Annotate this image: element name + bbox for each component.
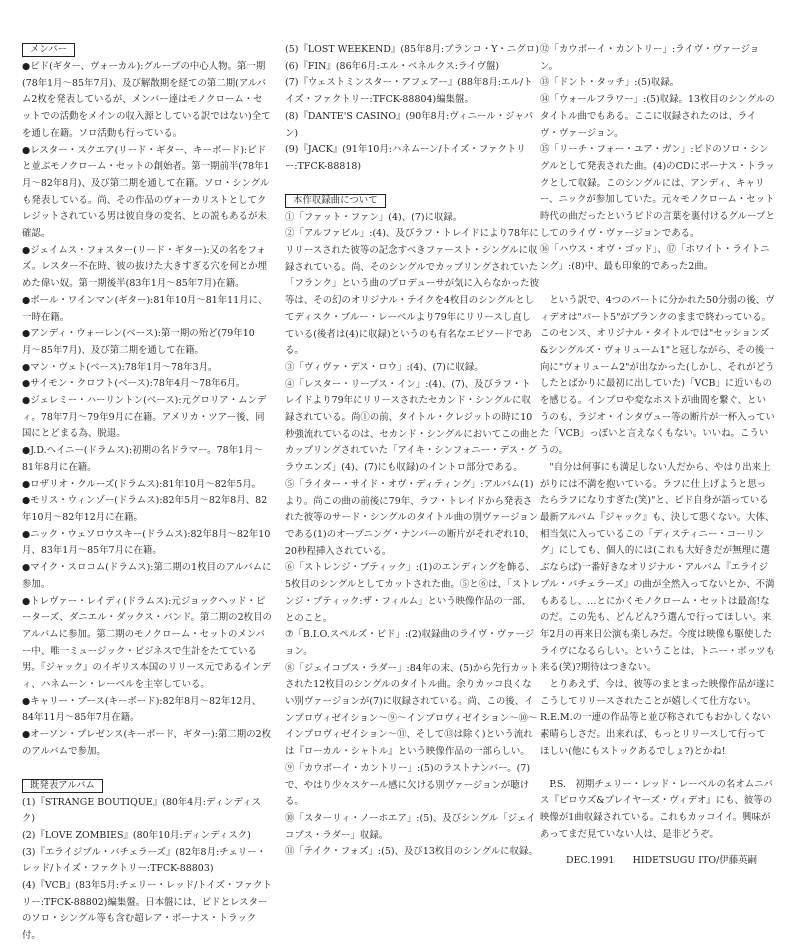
list-item: ⑯「ハウス・オヴ・ゴッド」、⑰「ホワイト・ライトニング」:(8)中、最も印象的であった2曲。 [540, 244, 770, 273]
list-item: ●トレヴァー・レイディ(ドラムス):元ジョックヘッド・ピーターズ、ダニエル・ダックス・バンド。第二期の2枚目のアルバムに参加。第二期のモノクローム・セットのメンバー中、唯一ミュージック・ビジネスで生計をたてている男。『ジャック』のイギリス本国のリリース元であるインディ、ハネムーン・レーベルを主宰している。 [22, 595, 272, 691]
members-list [22, 59, 272, 761]
list-item: ●キャリー・ブース(キーボード):82年8月〜82年12月、84年11月〜85年7月在籍。 [22, 695, 262, 724]
albums-list-continued [285, 42, 540, 176]
tracks-list-continued [540, 42, 775, 276]
column-3 [540, 42, 775, 870]
essay-paragraph: P.S. 初期チェリー・レッド・レーベルの名オムニバス『ピロウズ&プレイヤーズ・ヴィデオ』にも、彼等の映像が1曲収録されている。これもカッコイイ。興味があってまだ見ていない人は、是非どうぞ。 [540, 778, 774, 840]
list-item: ●ロザリオ・クルーズ(ドラムス):81年10月〜82年5月。 [22, 478, 262, 490]
tracks-section [285, 193, 540, 861]
list-item: ⑭「ウォールフラワー」:(5)収録。13枚目のシングルのタイトル曲でもある。ここに収録されたのは、ライヴ・ヴァージョン。 [540, 94, 775, 139]
tracks-heading: 本作収録曲について [285, 194, 386, 208]
list-item: ●ニック・ウェソロウスキー(ドラムス):82年8月〜82年10月、83年1月〜85年7月に在籍。 [22, 528, 271, 557]
albums-heading: 既発表アルバム [22, 779, 103, 793]
signature [540, 853, 775, 870]
essay-paragraph: とりあえず、今は、彼等のまとまった映像作品が遂にこうしてリリースされたことが嬉しくて仕方ない。R.E.M.の一連の作品等と並び称されてもおかしくない素晴らしさだ。出来れば、もっとリリースして行ってほしい(他にもストックあるでしょ?)とかね! [540, 679, 775, 757]
list-item: ●マン・ヴェト(ベース):78年1月〜78年3月。 [22, 361, 218, 373]
list-item: (8)『DANTE'S CASINO』(90年8月:ヴィニール・ジャパン) [285, 110, 534, 139]
list-item: ⑬「ドント・タッチ」:(5)収録。 [540, 77, 680, 89]
essay [540, 293, 775, 844]
list-item: ②「アルファビル」:(4)、及びラフ・トレイドにより78年にリリースされた彼等の記念すべきファースト・シングルに収録されている。尚、そのシングルでカップリングされていた「フランク」という曲のプロデューサが気に入らなかった彼等は、その幻のオリジナル・テイクを4枚目のシングルとしてディスク・ブルー・レーベルより79年にリリースし直している(後者は(4)に収録)というのも有名なエピソードである。 [285, 228, 540, 357]
list-item: ⑨「カウボーイ・カントリー」:(5)のラストナンバー。(7)で、やはり少々スケール感に欠ける別ヴァージョンが聴ける。 [285, 762, 531, 808]
list-item: ●レスター・スクエア(リード・ギター、キーボード):ビドと並ぶモノクローム・セットの創始者。第一期前半(78年1月〜82年8月)、及び第二期を通して在籍。ソロ・シングルも発表している。尚、その作品のヴォーカリストとしてクレジットされている男は彼自身の変名、との説もあるが未確認。 [22, 144, 270, 240]
list-item: ①「ファット・ファン」(4)、(7)に収録。 [285, 211, 463, 223]
list-item: (7)『ウェストミンスター・アフェアー』(88年8月:エル/トイズ・ファクトリー:TFCK-88804)編集盤。 [285, 77, 533, 106]
essay-paragraph: という訳で、4つのパートに分かれた50分弱の後、ヴィデオは"パート5"がブランクのままで終わっている。このセンス、オリジナル・タイトルでは"セッションズ&シングルズ・ヴォリューム1"と冠しながら、その後一向に"ヴォリューム2"が出なかった(しかし、それがどうしたとばかりに最初に出していた)「VCB」に近いものを感じる。インプロや変なホストが曲間を繋ぐ、というのも、ラジオ・インタヴュー等の断片が一杯入っていた「VCB」っぽいと言えなくもない。いいね。こういうの。 [540, 294, 775, 457]
list-item: ●ジェレミー・ハーリントン(ベース):元グロリア・ムンディ。78年7月〜79年9月に在籍。アメリカ・ツアー後、同国にとどまる為、脱退。 [22, 395, 267, 440]
essay-paragraph: "自分は何事にも満足しない人だから、やはり出来上がりには不満を抱いている。ラフに仕上げようと思ったらラフになりすぎた(笑)"と、ビド自身が語っている最新アルバム『ジャック』も、決して悪くない。大体、相当気に入っているこの「ディスティニー・コーリング」にしても、個人的には(これも大好きだが無理に選ぶならば)一番好きなオリジナル・アルバム『エライジブル・バチェラーズ』の曲が全然入ってないとか、不満もあるし、…とにかくモノクローム・セットは最高!なのだ。この先も、どんどん?う選んで行ってほしい。来年2月の再来日公演も楽しみだ。今度は映像も駆使したライヴになるらしい。ということは、トニー・ボッツも来る(笑)?期待はつきない。 [540, 461, 775, 674]
date: DEC.1991 [566, 855, 615, 867]
list-item: ●サイモン・クロフト(ベース):78年4月〜78年6月。 [22, 378, 246, 390]
list-item: (5)『LOST WEEKEND』(85年8月:ブランコ・Y・ニグロ) [285, 44, 539, 55]
list-item: (9)『JACK』(91年10月:ハネムーン/トイズ・ファクトリー:TFCK-88818) [285, 144, 526, 172]
list-item: ●アンディ・ウォーレン(ベース):第一期の殆ど(79年10月〜85年7月)、及び第二期を通して在籍。 [22, 328, 255, 356]
list-item: ●マイク・スロコム(ドラムス):第二期の1枚目のアルバムに参加。 [22, 562, 272, 590]
list-item: ⑮「リーチ・フォー・ユア・ガン」:ビドのソロ・シングルとして発表された曲。(4)のCDにボーナス・トラックとして収録。このシングルには、アンディ、キャリー、ニックが参加していた。元々モノクローム・セット時代の曲だったというビドの言葉を裏付けるグループとしてのライヴ・ヴァージョンである。 [540, 144, 775, 239]
albums-section [22, 778, 272, 945]
list-item: ⑥「ストレンジ・ブティック」:(1)のエンディングを飾る、5枚目のシングルとしてカットされた曲。⑤と⑥は、「ストレンジ・ブティック:ザ・フィルム」という映像作品の一部、とのこと。 [285, 562, 540, 624]
members-heading: メンバー [22, 43, 75, 57]
tracks-list [285, 210, 540, 861]
list-item: ⑧「ジェイコブス・ラダー」:84年の末、(5)から先行カットされた12枚目のシングルのタイトル曲。余りカッコ良くない別ヴァージョンが(7)に収録されている。尚、この後、インプロヴィゼイション〜⑨〜インプロヴィゼイション〜⑩〜インプロヴィゼイション〜⑪、そして⑬は除く)という流れは『ローカル・シャトル』という映像作品の一部らしい。 [285, 662, 539, 758]
list-item: ③「ヴィヴァ・デス・ロウ」:(4)、(7)に収録。 [285, 361, 484, 373]
list-item: ④「レスター・リープス・イン」:(4)、(7)、及びラフ・トレイドより79年にリリースされたセカンド・シングルに収録されている。尚①の前、タイトル・クレジットの時に10秒強流れているのは、セカンド・シングルにおいてこの曲とカップリングされていた「アイキ・シンフォニー・デス・グラウエンズ」(4)、(7)にも収録)のイントロ部分である。 [285, 378, 539, 474]
list-item: ●モリス・ウィンゾー(ドラムス):82年5月〜82年8月、82年10月〜82年12月に在籍。 [22, 495, 268, 523]
list-item: ●ジェイムス・フォスター(リード・ギター):又の名をフォズ。レスター不在時、彼の抜けた大きすぎる穴を何とか埋めた偉い奴。第一期後半(83年1月〜85年7月)在籍。 [22, 244, 268, 290]
list-item: ⑩「スターリィ・ノーホエア」:(5)、及びシングル「ジェイコブス・ラダー」収録。 [285, 812, 536, 841]
list-item: ●ピド(ギター、ヴォーカル):グループの中心人物。第一期(78年1月〜85年7月)、及び解散期を経ての第二期(アルバム2枚を発表しているが、メンバー達はモノクローム・セットでの活動をメインの収入源としている訳ではない)全てを通し在籍。ソロ活動も行っている。 [22, 61, 271, 139]
list-item: ●J.D.ヘイニー(ドラムス):初期の名ドラマー。78年1月〜81年8月に在籍。 [22, 445, 263, 473]
column-1 [22, 42, 272, 945]
list-item: (6)『FIN』(86年6月:エル・ベネルクス:ライヴ盤) [285, 60, 500, 72]
list-item: (1)『STRANGE BOUTIQUE』(80年4月:ディンディスク) [22, 796, 261, 825]
list-item: ⑦「B.I.O.スペルズ・ビド」:(2)収録曲のライヴ・ヴァージョン。 [285, 629, 535, 657]
list-item: (2)『LOVE ZOMBIES』(80年10月:ディンディスク) [22, 829, 251, 841]
list-item: ⑪「テイク・フォズ」:(5)、及び13枚目のシングルに収録。 [285, 846, 538, 858]
albums-list [22, 795, 272, 945]
column-2 [285, 42, 540, 861]
list-item: ●ボール・ワインマン(ギター):81年10月〜81年11月に、一時在籍。 [22, 294, 268, 323]
list-item: (3)『エライジブル・バチェラーズ』(82年8月:チェリー・レッド/トイズ・ファクトリー:TFCK-88803) [22, 846, 267, 875]
author: HIDETSUGU ITO/伊藤英嗣 [632, 855, 758, 867]
list-item: ⑫「カウボーイ・カントリー」:ライヴ・ヴァージョン。 [540, 44, 760, 72]
list-item: (4)『VCB』(83年5月:チェリー・レッド/トイズ・ファクトリー:TFCK-88802)編集盤。日本盤には、ビドとレスターのソロ・シングル等も含む超レア・ボーナス・トラック付。 [22, 880, 272, 942]
list-item: ●オーソン・プレゼンス(キーボード、ギター):第二期の2枚のアルバムで参加。 [22, 729, 272, 757]
members-section [22, 42, 272, 761]
list-item: ⑤「ライター・サイド・オヴ・ディティング」:アルバム(1)より。尚この曲の前後に79年、ラフ・トレイドから発表された彼等のサード・シングルのタイトル曲の別ヴァージョンである(1)のオープニング・ナンバーの断片がそれぞれ10、20秒程挿入されている。 [285, 478, 539, 557]
